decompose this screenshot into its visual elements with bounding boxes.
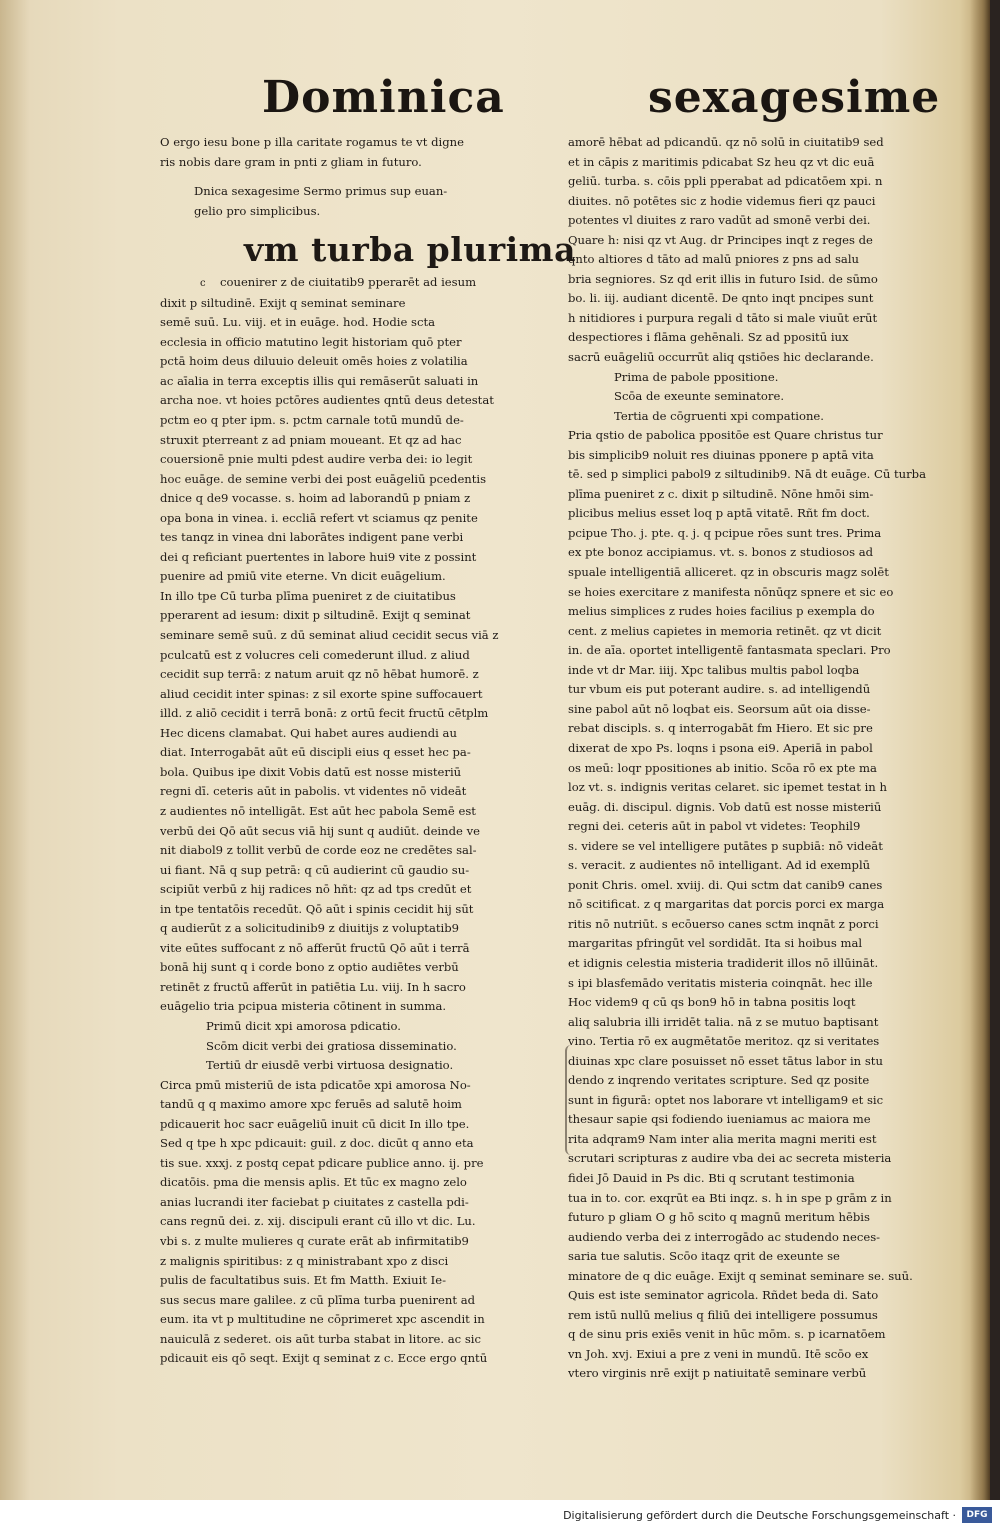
text-line: et in cāpis z maritimis pdicabat Sz heu qz vt dic euā (568, 154, 875, 169)
text-line: h nitidiores i purpura regali d tāto si male viuūt erūt (568, 310, 878, 325)
text-line: thesaur sapie qsi fodiendo iueniamus ac maiora me (568, 1112, 871, 1127)
text-line: in tpe tentatōis recedūt. Qō aūt i spinis cecidit hij sūt (160, 901, 474, 916)
text-line: puenire ad pmiū vite eterne. Vn dicit euāgelium. (160, 569, 446, 584)
text-line: vino. Tertia rō ex augmētatōe meritoz. qz si veritates (568, 1034, 880, 1049)
text-line: z malignis spiritibus: z q ministrabant xpo z disci (160, 1253, 449, 1268)
text-line: dnice q de9 vocasse. s. hoim ad laborandū p pniam z (160, 491, 471, 506)
text-line: pctm eo q pter ipm. s. pctm carnale totū mundū de- (160, 413, 464, 428)
text-line: minatore de q dic euāge. Exijt q seminat seminare se. suū. (568, 1268, 913, 1283)
text-line: diuinas xpc clare posuisset nō esset tātus labor in stu (568, 1053, 883, 1068)
text-line: nit diabol9 z tollit verbū de corde eoz ne credētes sal- (160, 843, 477, 858)
text-line: O ergo iesu bone p illa caritate rogamus te vt digne (160, 135, 464, 149)
text-line: nauiculā z sederet. ois aūt turba stabat in litore. ac sic (160, 1331, 482, 1346)
text-line: scipiūt verbū z hij radices nō hñt: qz ad tps credūt et (160, 882, 472, 897)
text-line: bola. Quibus ipe dixit Vobis datū est nosse misteriū (160, 764, 462, 779)
text-line: futuro p gliam O g hō scito q magnū meritum hēbis (568, 1210, 870, 1225)
text-line: ex pte bonoz accipiamus. vt. s. bonos z studiosos ad (568, 545, 874, 560)
margin-bracket-mark (565, 1045, 575, 1155)
text-line: Quis est iste seminator agricola. Rñdet beda di. Sato (568, 1288, 879, 1303)
text-line: regni dei. ceteris aūt in pabol vt videtes: Teophil9 (568, 819, 861, 834)
text-line: illd. z aliō cecidit i terrā bonā: z ortū fecit fructū cētplm (160, 706, 489, 721)
text-line: despectiores i flāma gehēnali. Sz ad ppositū iux (568, 330, 849, 345)
text-line: dendo z inqrendo veritates scripture. Sed qz posite (568, 1073, 870, 1088)
text-line: bria segniores. Sz qd erit illis in futuro Isid. de sūmo (568, 271, 878, 286)
text-line: archa noe. vt hoies pctōres audientes qntū deus detestat (160, 393, 494, 408)
left-points-list (160, 1017, 552, 1076)
text-line: et idignis celestia misteria tradiderit illos nō illūināt. (568, 955, 879, 970)
point-line: Scōm dicit verbi dei gratiosa disseminatio. (206, 1038, 457, 1053)
text-line: dixit p siltudinē. Exijt q seminat seminare (160, 295, 406, 310)
left-text-column (160, 133, 576, 1369)
text-line: vite eūtes suffocant z nō afferūt fructū Qō aūt i terrā (160, 940, 470, 955)
initial-guide-letter: c (200, 278, 206, 290)
text-line: se hoies exercitare z manifesta nōnūqz spnere et sic eo (568, 584, 894, 599)
text-line: aliud cecidit inter spinas: z sil exorte spine suffocauert (160, 686, 483, 701)
page-gutter-shadow (970, 0, 990, 1500)
right-body-lines (568, 426, 960, 1384)
text-line: sine pabol aūt nō loqbat eis. Seorsum aūt oia disse- (568, 701, 871, 716)
text-line: pulis de facultatibus suis. Et fm Matth. Exiuit Ie- (160, 1273, 446, 1288)
text-line: amorē hēbat ad pdicandū. qz nō solū in ciuitatib9 sed (568, 135, 884, 149)
text-line: margaritas pfringūt vel sordidāt. Ita si hoibus mal (568, 936, 863, 951)
text-line: potentes vl diuites z raro vadūt ad smonē verbi dei. (568, 213, 871, 228)
text-line: bonā hij sunt q i corde bono z optio audiētes verbū (160, 960, 459, 975)
text-line: Quare h: nisi qz vt Aug. dr Principes inqt z reges de (568, 232, 873, 247)
text-line: ac aīalia in terra exceptis illis qui remāserūt saluati in (160, 373, 479, 388)
text-line: hoc euāge. de semine verbi dei post euāgeliū pcedentis (160, 471, 487, 486)
text-line: loz vt. s. indignis veritas celaret. sic ipemet testat in h (568, 780, 887, 795)
text-line: ui fiant. Nā q sup petrā: q cū audierint cū gaudio su- (160, 862, 470, 877)
text-line: q audierūt z a solicitudinib9 z diuitijs z voluptatib9 (160, 921, 460, 936)
text-line: z audientes nō intelligāt. Est aūt hec pabola Semē est (160, 803, 476, 818)
text-line: dicatōis. pma die mensis aplis. Et tūc ex magno zelo (160, 1175, 467, 1190)
text-line: sus secus mare galilee. z cū plīma turba puenirent ad (160, 1292, 476, 1307)
text-line: s. veracit. z audientes nō intelligant. Ad id exemplū (568, 858, 871, 873)
dfg-logo: DFG (962, 1507, 992, 1523)
digitization-footer (0, 1500, 1000, 1530)
text-line: eum. ita vt p multitudine ne cōprimeret xpc ascendit in (160, 1312, 485, 1327)
text-line: qnto altiores d tāto ad malū pniores z pns ad salu (568, 252, 859, 267)
text-line: diuites. nō potētes sic z hodie videmus fieri qz pauci (568, 193, 876, 208)
left-closing-lines (160, 1076, 552, 1369)
left-body-lines (160, 273, 552, 1017)
text-line: pdicauit eis qō seqt. Exijt q seminat z c. Ecce ergo qntū (160, 1351, 488, 1366)
running-head-left: Dominica (262, 72, 505, 123)
text-line: sacrū euāgeliū occurrūt aliq qstiōes hic declarande. (568, 350, 874, 365)
text-line: Pria qstio de pabolica ppositōe est Quare christus tur (568, 428, 883, 443)
text-line: fidei Jō Dauid in Ps dic. Bti q scrutant testimonia (568, 1170, 855, 1185)
text-line: semē suū. Lu. viij. et in euāge. hod. Hodie scta (160, 315, 436, 330)
text-line: ponit Chris. omel. xviij. di. Qui sctm dat canib9 canes (568, 877, 883, 892)
left-opening-lines (160, 133, 552, 172)
text-line: tes tanqz in vinea dni laborātes indigent pane verbi (160, 530, 464, 545)
text-line: Hoc videm9 q cū qs bon9 hō in tabna positis loqt (568, 995, 856, 1010)
text-line: aliq salubria illi irridēt talia. nā z se mutuo baptisant (568, 1014, 879, 1029)
text-line: geliū. turba. s. cōis ppli pperabat ad pdicatōem xpi. n (568, 174, 883, 189)
text-line: ritis nō nutriūt. s ecōuerso canes sctm inqnāt z porci (568, 916, 879, 931)
text-line: pdicauerit hoc sacr euāgeliū inuit cū dicit In illo tpe. (160, 1116, 470, 1131)
text-line: scrutari scripturas z audire vba dei ac secreta misteria (568, 1151, 892, 1166)
right-opening-lines (568, 133, 960, 368)
text-line: tē. sed p simplici pabol9 z siltudinib9. Nā dt euāge. Cū turba (568, 467, 926, 482)
text-line: vtero virginis nrē exijt p natiuitatē seminare verbū (568, 1366, 867, 1381)
text-line: os meū: loqr ppositiones ab initio. Scōa rō ex pte ma (568, 760, 877, 775)
text-line: Hec dicens clamabat. Qui habet aures audiendi au (160, 725, 457, 740)
initial-display-line: vm turba plurima (244, 230, 576, 270)
text-line: dixerat de xpo Ps. loqns i psona ei9. Aperiā in pabol (568, 740, 873, 755)
text-line: seminare semē suū. z dū seminat aliud cecidit secus viā z (160, 628, 499, 643)
text-line: inde vt dr Mar. iiij. Xpc talibus multis pabol loqba (568, 662, 860, 677)
text-line: Sed q tpe h xpc pdicauit: guil. z doc. dicūt q anno eta (160, 1136, 474, 1151)
text-line: saria tue salutis. Scōo itaqz qrit de exeunte se (568, 1249, 840, 1264)
text-line: anias lucrandi iter faciebat p ciuitates z castella pdi- (160, 1194, 469, 1209)
point-line: Primū dicit xpi amorosa pdicatio. (206, 1018, 401, 1033)
text-line: spuale intelligentiā alliceret. qz in obscuris magz solēt (568, 565, 889, 580)
text-line: retinēt z fructū afferūt in patiētia Lu. viij. In h sacro (160, 979, 466, 994)
text-line: pperarent ad iesum: dixit p siltudinē. Exijt q seminat (160, 608, 471, 623)
point-line: Scōa de exeunte seminatore. (614, 389, 785, 404)
text-line: cans regnū dei. z. xij. discipuli erant cū illo vt dic. Lu. (160, 1214, 476, 1229)
point-line: Tertiū dr eiusdē verbi virtuosa designatio. (206, 1058, 454, 1073)
right-text-column (568, 133, 960, 1384)
text-line: rem istū nullū melius q filiū dei intelligere possumus (568, 1307, 878, 1322)
text-line: couersionē pnie multi pdest audire verba dei: io legit (160, 452, 473, 467)
text-line: melius simplices z rudes hoies facilius p exempla do (568, 604, 875, 619)
text-line: dei q reficiant puertentes in labore hui9 vite z possint (160, 549, 477, 564)
text-line: sunt in figurā: optet nos laborare vt intelligam9 et sic (568, 1092, 884, 1107)
text-line: ecclesia in officio matutino legit historiam quō pter (160, 334, 462, 349)
point-line: Tertia de cōgruenti xpi compatione. (614, 408, 824, 423)
text-line: Circa pmū misteriū de ista pdicatōe xpi amorosa No- (160, 1077, 471, 1092)
text-line: plīma pueniret z c. dixit p siltudinē. Nōne hmōi sim- (568, 486, 874, 501)
text-line: regni dī. ceteris aūt in pabolis. vt videntes nō videāt (160, 784, 467, 799)
text-line: nō scitificat. z q margaritas dat porcis porci ex marga (568, 897, 885, 912)
text-line: verbū dei Qō aūt secus viā hij sunt q audiūt. deinde ve (160, 823, 480, 838)
text-line: q de sinu pris exiēs venit in hūc mōm. s. p icarnatōem (568, 1327, 886, 1342)
point-line: Prima de pabole ppositione. (614, 369, 779, 384)
text-line: pculcatū est z volucres celi comederunt illud. z aliud (160, 647, 470, 662)
sermon-heading (160, 182, 552, 221)
text-line: tua in to. cor. exqrūt ea Bti inqz. s. h in spe p grām z in (568, 1190, 892, 1205)
right-points-list (568, 368, 960, 427)
footer-credit-text: Digitalisierung gefördert durch die Deutsche Forschungsgemeinschaft · (563, 1509, 956, 1522)
text-line: In illo tpe Cū turba plīma pueniret z de ciuitatibus (160, 588, 456, 603)
heading-line: gelio pro simplicibus. (194, 203, 321, 218)
text-line: bis simplicib9 noluit res diuinas pponere p aptā vita (568, 447, 874, 462)
text-line: bo. li. iij. audiant dicentē. De qnto inqt pncipes sunt (568, 291, 874, 306)
heading-line: Dnica sexagesime Sermo primus sup euan- (194, 184, 448, 199)
text-line: opa bona in vinea. i. eccliā refert vt sciamus qz penite (160, 510, 478, 525)
text-line: tur vbum eis put poterant audire. s. ad intelligendū (568, 682, 871, 697)
text-line: c couenirer z de ciuitatib9 pperarēt ad iesum (160, 273, 552, 294)
text-line: cecidit sup terrā: z natum aruit qz nō hēbat humorē. z (160, 667, 479, 682)
running-head-right: sexagesime (648, 72, 941, 123)
text-line: audiendo verba dei z interrogādo ac studendo neces- (568, 1229, 881, 1244)
text-line: euāgelio tria pcipua misteria cōtinent in summa. (160, 999, 447, 1014)
text-line: pctā hoim deus diluuio deleuit omēs hoies z volatilia (160, 354, 468, 369)
text-line: s. videre se vel intelligere putātes p supbiā: nō videāt (568, 838, 883, 853)
text-line: rebat discipls. s. q interrogabāt fm Hiero. Et sic pre (568, 721, 873, 736)
text-line: diat. Interrogabāt aūt eū discipli eius q esset hec pa- (160, 745, 471, 760)
text-line: tis sue. xxxj. z postq cepat pdicare publice anno. ij. pre (160, 1155, 484, 1170)
text-line: vn Joh. xvj. Exiui a pre z veni in mundū. Itē scōo ex (568, 1346, 869, 1361)
text-line: pcipue Tho. j. pte. q. j. q pcipue rōes sunt tres. Prima (568, 525, 882, 540)
text-line: euāg. di. discipul. dignis. Vob datū est nosse misteriū (568, 799, 882, 814)
text-line: cent. z melius capietes in memoria retinēt. qz vt dicit (568, 623, 882, 638)
text-line: rita adqram9 Nam inter alia merita magni meriti est (568, 1131, 877, 1146)
text-line: struxit pterreant z ad pniam moueant. Et qz ad hac (160, 432, 462, 447)
text-line: tandū q q maximo amore xpc feruēs ad salutē hoim (160, 1097, 462, 1112)
text-line: in. de aīa. oportet intelligentē fantasmata speclari. Pro (568, 643, 891, 658)
text-line: plicibus melius esset loq p aptā vitatē. Rñt fm doct. (568, 506, 870, 521)
text-line: s ipi blasfemādo veritatis misteria coinqnāt. hec ille (568, 975, 873, 990)
text-line: ris nobis dare gram in pnti z gliam in futuro. (160, 154, 422, 169)
text-line: vbi s. z multe mulieres q curate erāt ab infirmitatib9 (160, 1233, 469, 1248)
